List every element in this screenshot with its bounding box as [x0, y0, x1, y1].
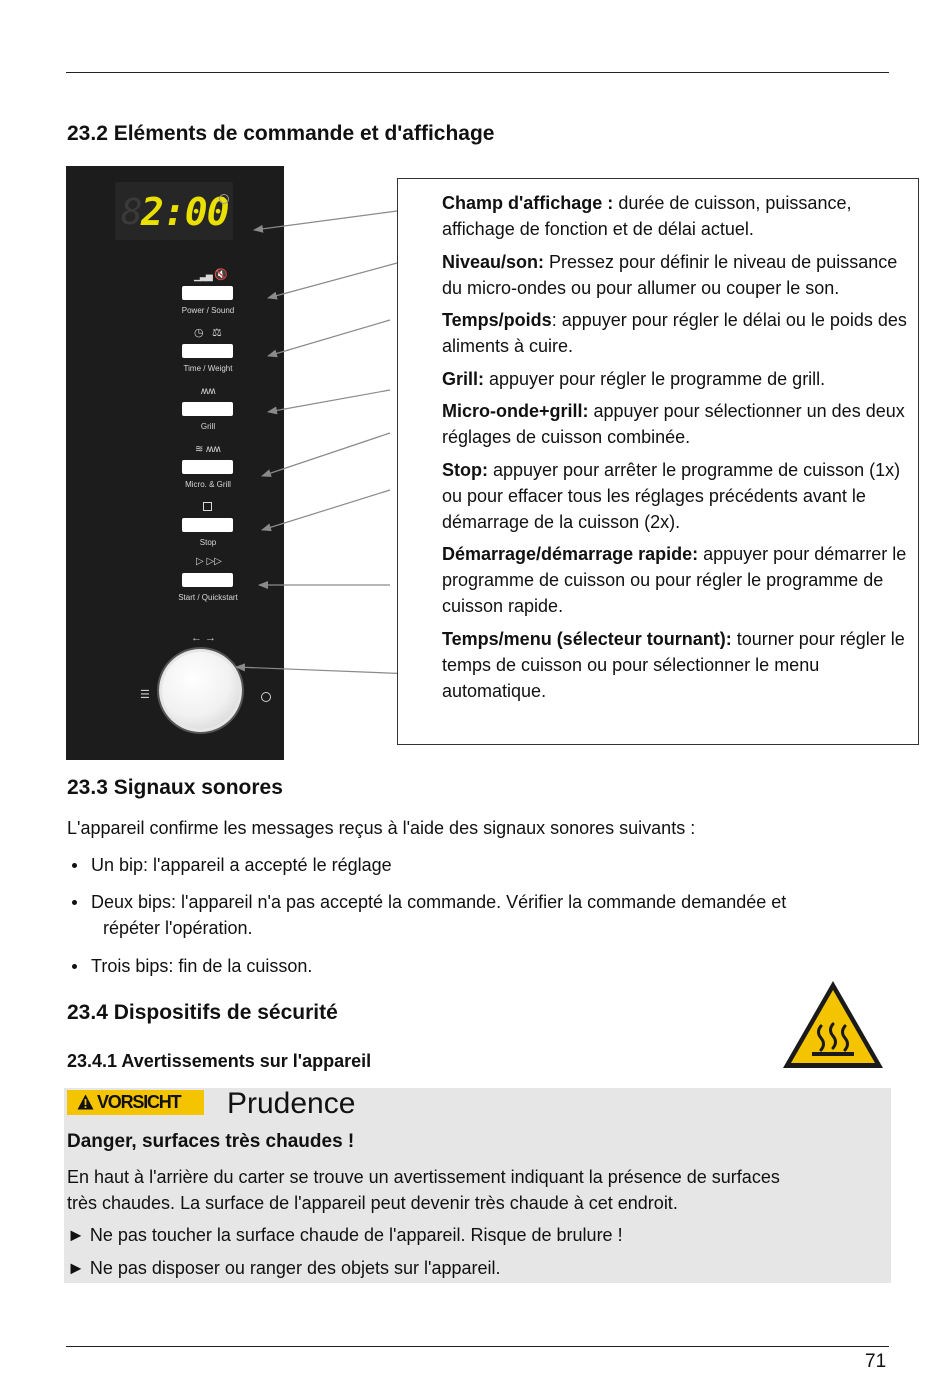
description-knob: Temps/menu (sélecteur tournant): tourner pour régler le temps de cuisson ou pour sélectionner le menu automatique. — [442, 628, 905, 701]
display-clock-icon — [219, 194, 229, 204]
signal-level-icon: ▁▃▅ — [194, 271, 212, 281]
signals-intro: L'appareil confirme les messages reçus à l'aide des signaux sonores suivants : — [67, 818, 696, 838]
caution-action-2: ► Ne pas disposer ou ranger des objets sur l'appareil. — [67, 1258, 501, 1278]
start-quickstart-label: Start / Quickstart — [178, 593, 238, 602]
start-quickstart-icon: ▷ ▷▷ — [196, 556, 222, 567]
section-23-2-title: 23.2 Eléments de commande et d'affichage — [67, 122, 495, 145]
rotate-arrows-icon: ←→ — [191, 632, 219, 644]
display-field — [115, 182, 233, 240]
description-stop: Stop: appuyer pour arrêter le programme de cuisson (1x) ou pour effacer tous les réglages précédents avant le démarrage de la cuisson (2x). — [442, 459, 901, 532]
arrow-grill — [268, 390, 390, 412]
menu-icon: ☰ — [140, 689, 150, 701]
weight-icon: ⚖ — [212, 327, 222, 339]
section-23-3-title: 23.3 Signaux sonores — [67, 776, 283, 799]
display-ghost-digit: 8 — [121, 192, 143, 233]
description-list — [442, 190, 912, 710]
list-item: Un bip: l'appareil a accepté le réglage — [70, 852, 900, 878]
control-panel-image — [66, 166, 284, 760]
power-sound-button[interactable] — [182, 286, 233, 300]
stop-button[interactable] — [182, 518, 233, 532]
bullet-dot — [72, 863, 77, 868]
footer-rule — [66, 1346, 889, 1347]
description-power-sound: Niveau/son: Pressez pour définir le niveau de puissance du micro-ondes ou pour allumer ou couper le son. — [442, 251, 898, 298]
mute-icon: 🔇 — [214, 269, 228, 281]
vorsicht-badge — [67, 1090, 204, 1115]
vorsicht-label: VORSICHT — [97, 1092, 181, 1112]
description-grill: Grill: appuyer pour régler le programme de grill. — [442, 368, 826, 389]
arrow-power-sound — [268, 263, 397, 298]
bullet-dot — [72, 900, 77, 905]
micro-grill-icon: ≋ ʍʍ — [195, 444, 221, 455]
list-item: Trois bips: fin de la cuisson. — [70, 953, 900, 979]
stop-label: Stop — [199, 538, 217, 547]
caution-title: Danger, surfaces très chaudes ! — [67, 1131, 355, 1152]
header-rule — [66, 72, 889, 73]
section-23-4-title: 23.4 Dispositifs de sécurité — [67, 1001, 338, 1024]
start-quickstart-button[interactable] — [182, 573, 233, 587]
micro-grill-button[interactable] — [182, 460, 233, 474]
stop-icon — [203, 502, 212, 511]
knob-timer-icon — [261, 692, 271, 702]
bullet-dot — [72, 964, 77, 969]
caution-body: En haut à l'arrière du carter se trouve un avertissement indiquant la présence de surfaces très chaudes. La surface de l'appareil peut devenir très chaude à cet endroit. — [67, 1167, 780, 1213]
timer-icon: ◷ — [194, 327, 204, 339]
description-time-weight: Temps/poids: appuyer pour régler le délai ou le poids des aliments à cuire. — [442, 310, 907, 356]
caution-heading: Prudence — [227, 1087, 356, 1120]
grill-button[interactable] — [182, 402, 233, 416]
grill-label: Grill — [200, 422, 216, 431]
grill-icon: ʍʍ — [201, 386, 216, 397]
description-micro-grill: Micro-onde+grill: appuyer pour sélectionner un des deux réglages de cuisson combinée. — [442, 401, 905, 447]
description-start: Démarrage/démarrage rapide: appuyer pour démarrer le programme de cuisson ou pour régler le programme de cuisson rapide. — [442, 544, 907, 616]
arrow-time-weight — [268, 320, 390, 356]
warning-triangle-icon — [77, 1094, 94, 1110]
hot-surface-warning-icon — [780, 978, 886, 1072]
caution-action-1: ► Ne pas toucher la surface chaude de l'appareil. Risque de brulure ! — [67, 1225, 623, 1245]
description-display: Champ d'affichage : durée de cuisson, puissance, affichage de fonction et de délai actuel. — [442, 193, 852, 239]
power-sound-label: Power / Sound — [181, 306, 235, 315]
micro-grill-label: Micro. & Grill — [185, 480, 231, 489]
page-number: 71 — [865, 1351, 887, 1372]
time-weight-button[interactable] — [182, 344, 233, 358]
list-item: Deux bips: l'appareil n'a pas accepté la commande. Vérifier la commande demandée et répéter l'opération. — [70, 889, 900, 941]
rotary-selector-knob[interactable] — [159, 649, 242, 732]
time-weight-label: Time / Weight — [183, 364, 233, 373]
display-value: 2:00 — [141, 190, 229, 234]
section-23-4-1-title: 23.4.1 Avertissements sur l'appareil — [67, 1051, 372, 1071]
